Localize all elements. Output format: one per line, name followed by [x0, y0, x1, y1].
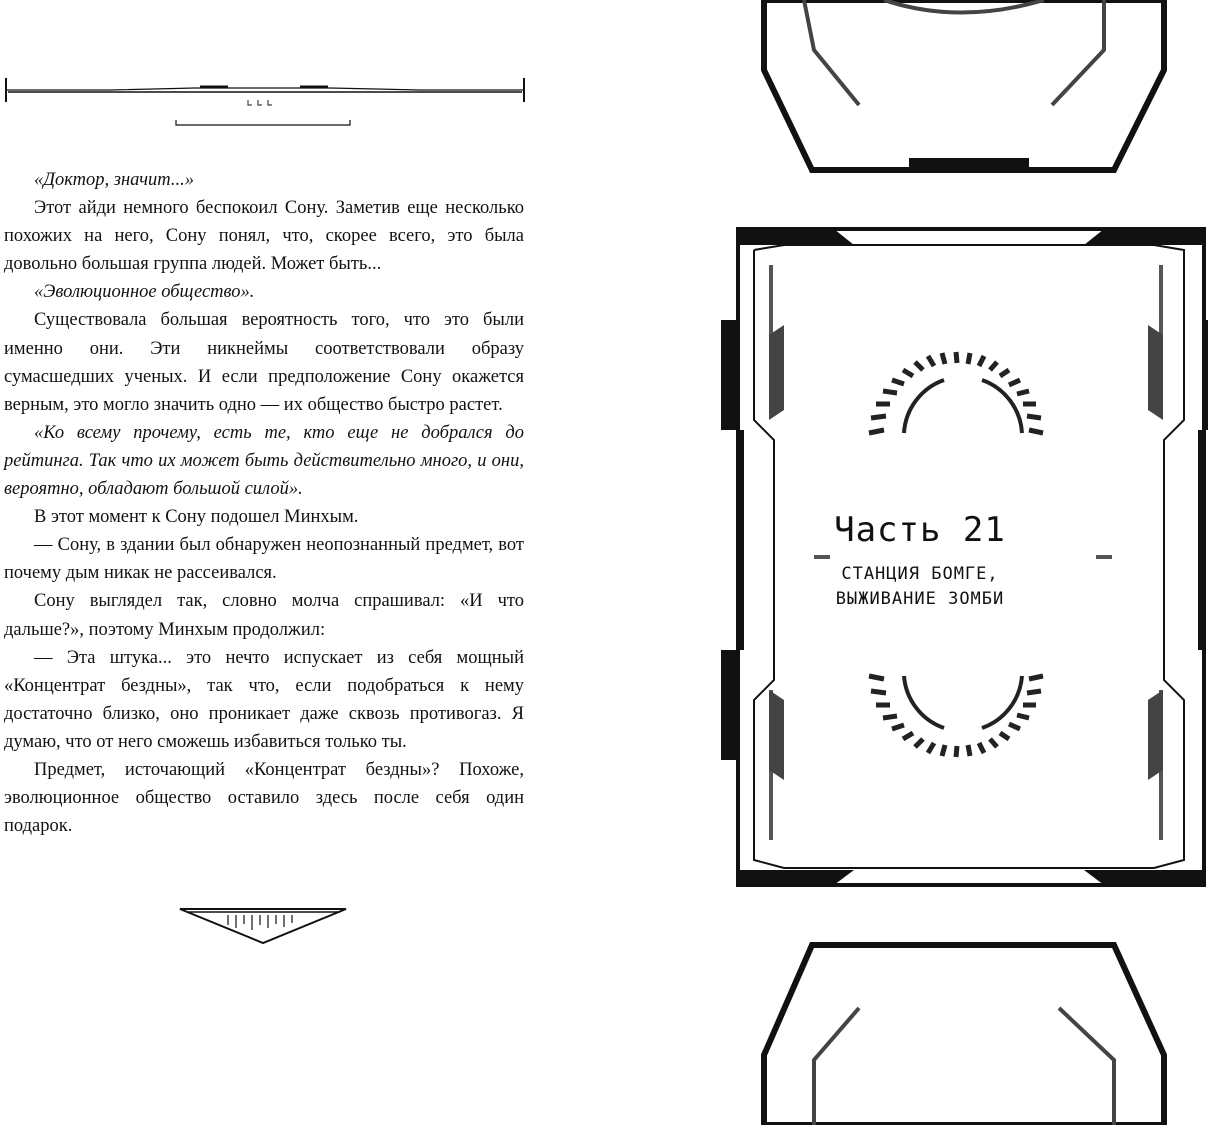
- paragraph: — Эта штука... это нечто испускает из себя мощный «Концентрат бездны», так что, если подобраться к нему достаточно близко, оно проникает даже сквозь противогаз. Я думаю, что от него сможешь избавиться только ты.: [4, 647, 524, 752]
- paragraph: Предмет, источающий «Концентрат бездны»? Похоже, эволюционное общество оставило здесь после себя один подарок.: [4, 759, 524, 837]
- paragraph: Существовала большая вероятность того, что это были именно они. Эти никнеймы соответствовали образу сумасшедших ученых. И если предположение Сону окажется верным, это могло значить одно — их общество быстро растет.: [4, 310, 524, 415]
- paragraph: — Сону, в здании был обнаружен неопознанный предмет, вот почему дым никак не рассеивался.: [4, 535, 524, 584]
- paragraph: «Доктор, значит...»: [34, 170, 194, 190]
- chapter-subtitle-line: СТАНЦИЯ БОМГЕ,: [841, 564, 999, 584]
- bottom-ornament: [178, 905, 350, 947]
- top-ornament: [0, 70, 530, 130]
- right-page: [604, 0, 1208, 1125]
- paragraph: «Эволюционное общество».: [34, 282, 255, 303]
- body-text: [4, 166, 524, 840]
- chapter-subtitle: [720, 562, 1120, 612]
- chapter-title: Часть 21: [834, 510, 1006, 550]
- paragraph: В этот момент к Сону подошел Минхым.: [34, 507, 359, 528]
- paragraph: Этот айди немного беспокоил Сону. Заметив еще несколько похожих на него, Сону понял, что, скорее всего, это была довольно большая группа людей. Может быть...: [4, 198, 524, 275]
- paragraph: Сону выглядел так, словно молча спрашивал: «И что дальше?», поэтому Минхым продолжил:: [4, 591, 524, 640]
- chapter-subtitle-line: ВЫЖИВАНИЕ ЗОМБИ: [835, 589, 1005, 609]
- paragraph: «Ко всему прочему, есть те, кто еще не добрался до рейтинга. Так что их может быть действительно много, и они, вероятно, обладают большой силой».: [4, 422, 524, 500]
